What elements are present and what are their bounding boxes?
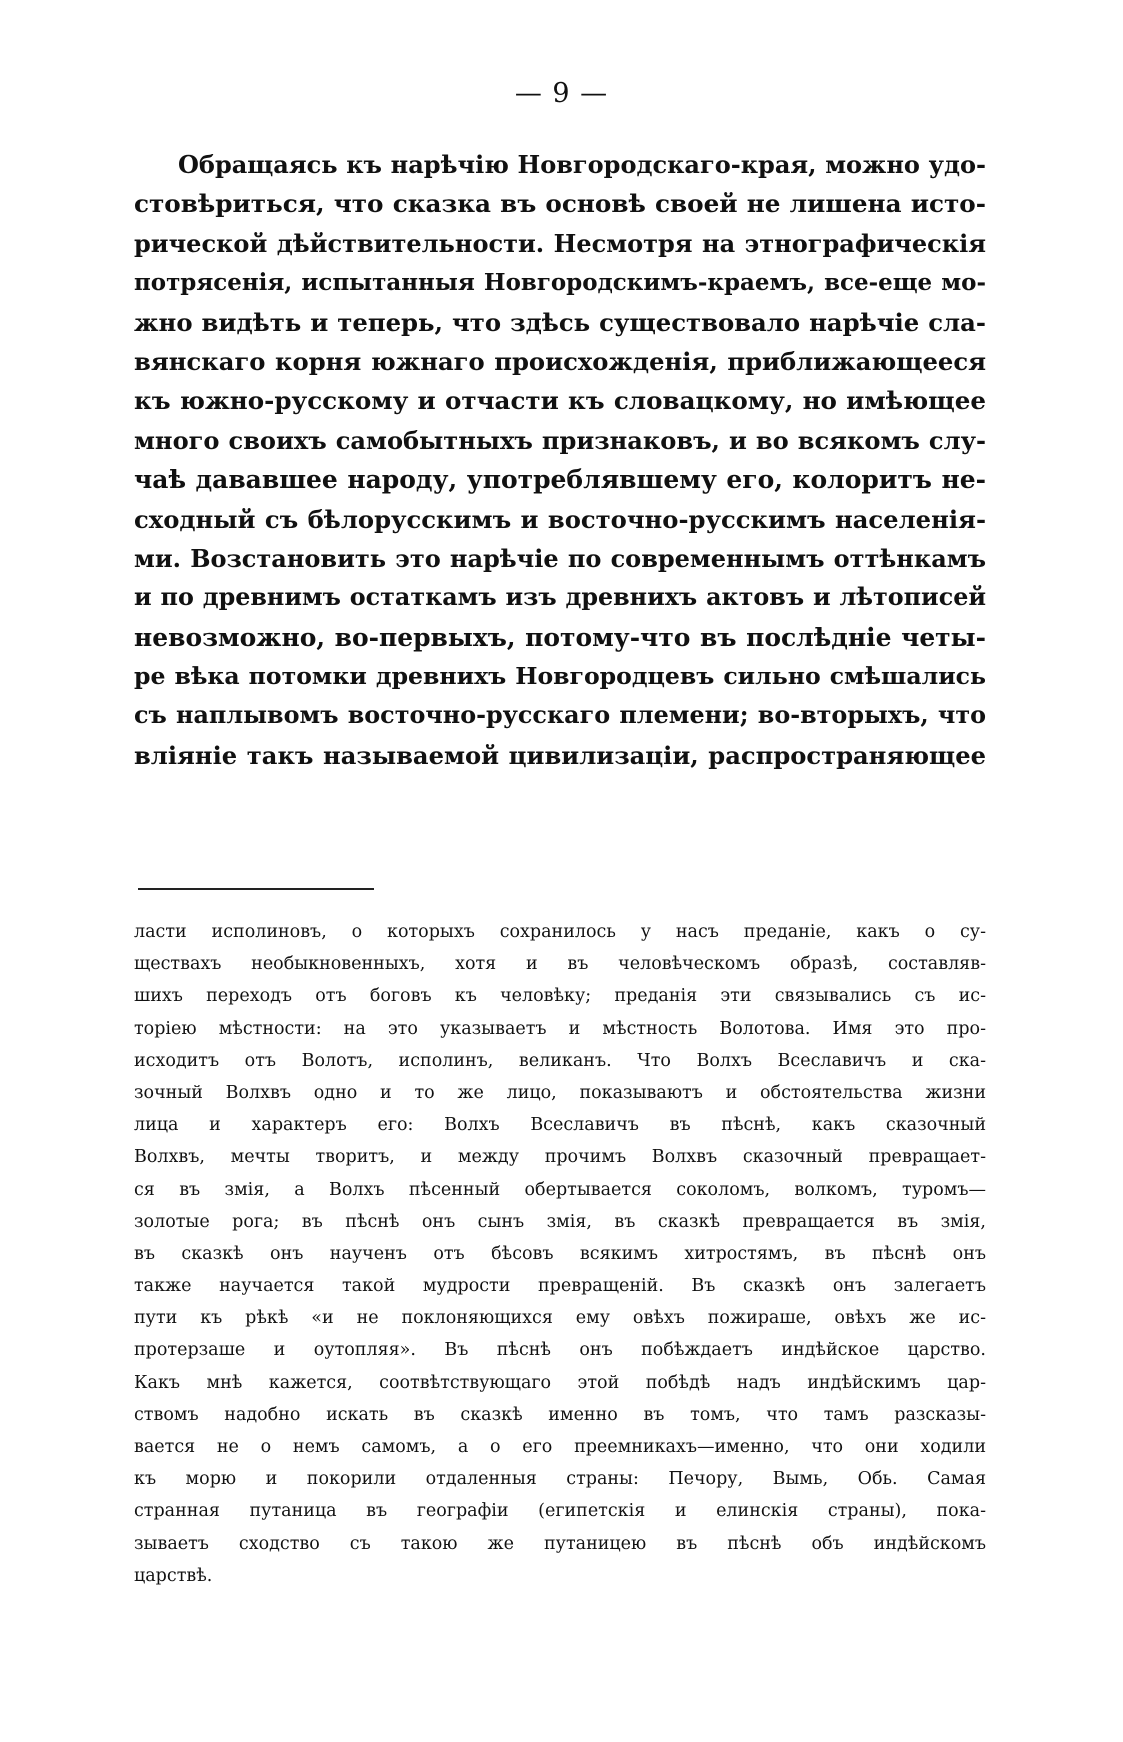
- main-text-line: потрясенія, испытанныя Новгородскимъ-краемъ, все-еще мо-: [134, 269, 986, 297]
- main-text-line: къ южно-русскому и отчасти къ словацкому, но имѣющее: [134, 386, 986, 416]
- main-text: [134, 145, 986, 775]
- footnote-divider: [138, 888, 374, 890]
- footnote-line: зочный Волхвъ одно и то же лицо, показываютъ и обстоятельства жизни: [134, 1082, 986, 1103]
- footnote-line: также научается такой мудрости превращеній. Въ сказкѣ онъ залегаетъ: [134, 1276, 986, 1297]
- main-text-line: сходный съ бѣлорусскимъ и восточно-русскимъ населенія-: [134, 504, 986, 534]
- footnote-line: пути къ рѣкѣ «и не поклоняющихся ему овѣхъ пожираше, овѣхъ же ис-: [134, 1308, 986, 1329]
- main-text-line: жно видѣть и теперь, что здѣсь существовало нарѣчіе сла-: [134, 307, 986, 337]
- footnote-line: исходитъ отъ Волотъ, исполинъ, великанъ. Что Волхъ Всеславичъ и ска-: [134, 1050, 986, 1071]
- footnote-line: въ сказкѣ онъ наученъ отъ бѣсовъ всякимъ хитростямъ, въ пѣснѣ онъ: [134, 1243, 986, 1264]
- footnote-line: Какъ мнѣ кажется, соотвѣтствующаго этой побѣдѣ надъ индѣйскимъ цар-: [134, 1372, 986, 1393]
- main-text-line: много своихъ самобытныхъ признаковъ, и во всякомъ слу-: [134, 425, 986, 455]
- footnote-line: зываетъ сходство съ такою же путаницею въ пѣснѣ объ индѣйскомъ: [134, 1533, 986, 1554]
- main-text-line: ми. Возстановить это нарѣчіе по современнымъ оттѣнкамъ: [134, 543, 986, 573]
- main-text-line: и по древнимъ остаткамъ изъ древнихъ актовъ и лѣтописей: [134, 583, 986, 612]
- main-text-line: вліяніе такъ называемой цивилизаціи, распространяющее: [134, 740, 986, 770]
- footnote-line: лица и характеръ его: Волхъ Всеславичъ въ пѣснѣ, какъ сказочный: [134, 1115, 986, 1136]
- footnote-line: странная путаница въ географіи (египетскія и елинскія страны), пока-: [134, 1501, 986, 1522]
- main-text-line: стовѣриться, что сказка въ основѣ своей не лишена исто-: [134, 189, 986, 219]
- main-text-line: вянскаго корня южнаго происхожденія, приближающееся: [134, 346, 986, 376]
- footnote-line: къ морю и покорили отдаленныя страны: Печору, Вымь, Обь. Самая: [134, 1469, 986, 1490]
- footnote-line: ствомъ надобно искать въ сказкѣ именно въ томъ, что тамъ разсказы-: [134, 1404, 986, 1425]
- main-text-line: чаѣ дававшее народу, употреблявшему его, колоритъ не-: [134, 465, 986, 495]
- footnote-line: протерзаше и оутопляя». Въ пѣснѣ онъ побѣждаетъ индѣйское царство.: [134, 1340, 986, 1361]
- footnote-line: торіею мѣстности: на это указываетъ и мѣстность Волотова. Имя это про-: [134, 1018, 986, 1039]
- footnote-line: Волхвъ, мечты творитъ, и между прочимъ Волхвъ сказочный превращает-: [134, 1147, 986, 1168]
- footnote-line: ласти исполиновъ, о которыхъ сохранилось у насъ преданіе, какъ о су-: [134, 922, 986, 942]
- footnote-line: царствѣ.: [134, 1565, 213, 1586]
- page-number: — 9 —: [514, 78, 609, 109]
- main-text-line: ре вѣка потомки древнихъ Новгородцевъ сильно смѣшались: [134, 662, 986, 691]
- main-text-line: съ наплывомъ восточно-русскаго племени; во-вторыхъ, что: [134, 701, 986, 730]
- footnote-line: ществахъ необыкновенныхъ, хотя и въ человѣческомъ образѣ, составляв-: [134, 954, 986, 975]
- footnote-line: золотые рога; въ пѣснѣ онъ сынъ змія, въ сказкѣ превращается въ змія,: [134, 1211, 986, 1232]
- footnote-text: [134, 916, 986, 1592]
- footnote-line: вается не о немъ самомъ, а о его преемникахъ—именно, что они ходили: [134, 1437, 986, 1457]
- footnote-line: ся въ змія, а Волхъ пѣсенный обертывается соколомъ, волкомъ, туромъ—: [134, 1179, 986, 1200]
- main-text-line: невозможно, во-первыхъ, потому-что въ послѣдніе четы-: [134, 622, 986, 652]
- main-text-line: Обращаясь къ нарѣчію Новгородскаго-края, можно удо-: [178, 150, 986, 179]
- footnote-line: шихъ переходъ отъ боговъ къ человѣку; преданія эти связывались съ ис-: [134, 986, 986, 1007]
- main-text-line: рической дѣйствительности. Несмотря на этнографическія: [134, 228, 986, 258]
